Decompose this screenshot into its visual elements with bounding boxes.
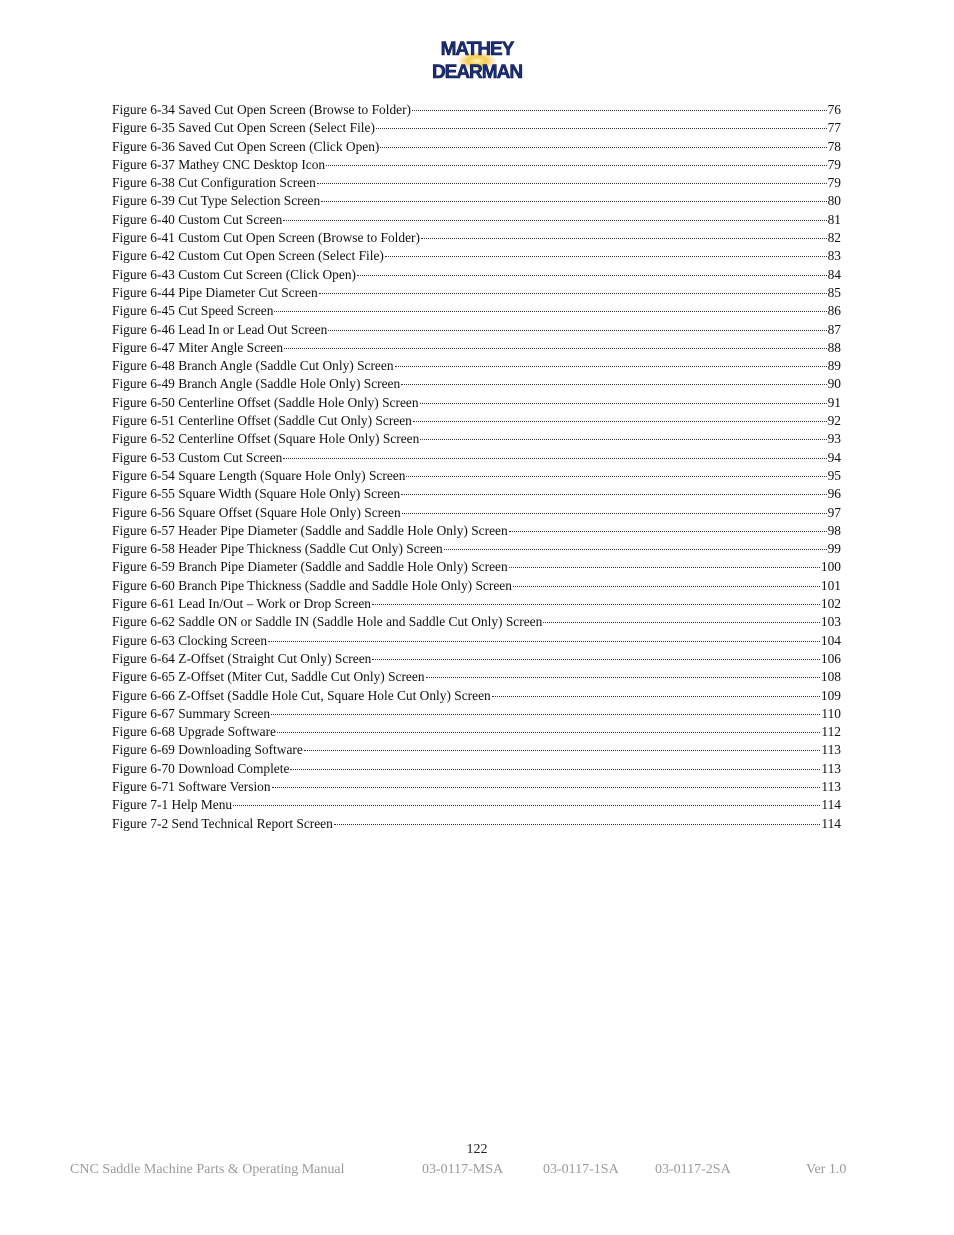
toc-dot-leader [421,238,827,239]
toc-entry[interactable] [112,138,841,156]
toc-dot-leader [326,165,827,166]
toc-entry-page: 79 [827,156,841,172]
toc-entry-title: Figure 6-42 Custom Cut Open Screen (Select File) [112,248,384,264]
toc-entry-page: 106 [820,650,841,666]
toc-entry-title: Figure 7-2 Send Technical Report Screen [112,815,333,831]
toc-dot-leader [357,275,827,276]
toc-entry-page: 104 [820,632,841,648]
toc-entry-title: Figure 6-68 Upgrade Software [112,724,276,740]
toc-entry[interactable] [112,302,841,320]
toc-dot-leader [372,604,820,605]
toc-entry[interactable] [112,796,841,814]
toc-entry-page: 84 [827,266,841,282]
logo-graphic [426,34,528,86]
toc-entry-title: Figure 6-65 Z-Offset (Miter Cut, Saddle Cut Only) Screen [112,669,425,685]
company-logo [426,34,528,86]
toc-entry-page: 76 [827,102,841,117]
toc-entry-title: Figure 6-47 Miter Angle Screen [112,339,284,355]
toc-entry[interactable] [112,229,841,247]
toc-entry[interactable] [112,595,841,613]
toc-entry-page: 98 [827,522,841,538]
toc-entry-title: Figure 6-69 Downloading Software [112,742,303,758]
toc-dot-leader [283,458,826,459]
toc-entry-title: Figure 6-41 Custom Cut Open Screen (Browse to Folder) [112,230,420,246]
toc-entry[interactable] [112,778,841,796]
toc-dot-leader [372,659,820,660]
toc-dot-leader [376,128,827,129]
toc-entry[interactable] [112,101,841,119]
toc-entry[interactable] [112,467,841,485]
toc-entry-title: Figure 6-49 Branch Angle (Saddle Hole Only) Screen [112,376,401,392]
toc-entry-title: Figure 6-39 Cut Type Selection Screen [112,193,321,209]
toc-entry[interactable] [112,558,841,576]
toc-entry-page: 91 [827,394,841,410]
toc-entry-page: 79 [827,175,841,191]
toc-entry-title: Figure 6-70 Download Complete [112,760,290,776]
toc-dot-leader [317,183,827,184]
toc-entry-page: 113 [821,778,841,794]
toc-entry-page: 101 [820,577,841,593]
toc-entry-title: Figure 6-45 Cut Speed Screen [112,303,274,319]
toc-entry-page: 94 [827,449,841,465]
toc-entry-page: 77 [827,120,841,136]
toc-dot-leader [395,366,827,367]
toc-dot-leader [509,531,827,532]
toc-entry-page: 113 [821,742,841,758]
toc-dot-leader [426,677,820,678]
toc-entry-title: Figure 6-55 Square Width (Square Hole Only) Screen [112,486,401,502]
toc-entry[interactable] [112,668,841,686]
svg-text:MATHEY: MATHEY [440,39,514,60]
toc-entry-page: 109 [820,687,841,703]
toc-entry-title: Figure 6-37 Mathey CNC Desktop Icon [112,156,326,172]
toc-entry-page: 108 [820,669,841,685]
toc-entry[interactable] [112,522,841,540]
toc-dot-leader [277,732,820,733]
toc-entry-page: 102 [820,596,841,612]
page-number: 122 [466,1142,488,1157]
list-of-figures [112,101,841,833]
toc-entry-title: Figure 6-58 Header Pipe Thickness (Saddle Cut Only) Screen [112,541,443,557]
toc-entry[interactable] [112,723,841,741]
toc-dot-leader [334,824,821,825]
toc-entry-title: Figure 6-34 Saved Cut Open Screen (Browse to Folder) [112,102,412,117]
toc-dot-leader [543,622,820,623]
toc-dot-leader [513,586,820,587]
toc-entry[interactable] [112,156,841,174]
toc-entry-title: Figure 7-1 Help Menu [112,797,233,813]
toc-dot-leader [406,476,826,477]
toc-entry[interactable] [112,394,841,412]
toc-dot-leader [413,421,827,422]
toc-entry-title: Figure 6-44 Pipe Diameter Cut Screen [112,284,318,300]
toc-entry-title: Figure 6-40 Custom Cut Screen [112,211,283,227]
toc-entry-page: 97 [827,504,841,520]
toc-entry[interactable] [112,613,841,631]
toc-entry-page: 81 [827,211,841,227]
toc-entry[interactable] [112,430,841,448]
toc-entry[interactable] [112,174,841,192]
toc-entry-title: Figure 6-57 Header Pipe Diameter (Saddle and Saddle Hole Only) Screen [112,522,508,538]
toc-dot-leader [268,641,820,642]
toc-entry-page: 80 [827,193,841,209]
toc-dot-leader [401,494,826,495]
toc-entry-title: Figure 6-38 Cut Configuration Screen [112,175,316,191]
toc-dot-leader [444,549,827,550]
toc-entry[interactable] [112,339,841,357]
toc-entry[interactable] [112,485,841,503]
toc-entry-title: Figure 6-67 Summary Screen [112,705,271,721]
toc-entry-title: Figure 6-53 Custom Cut Screen [112,449,283,465]
toc-entry[interactable] [112,632,841,650]
toc-dot-leader [304,750,821,751]
toc-entry[interactable] [112,540,841,558]
toc-entry-title: Figure 6-48 Branch Angle (Saddle Cut Only) Screen [112,358,394,374]
footer-part-number-1sa: 03-0117-1SA [543,1162,619,1177]
toc-entry-page: 103 [820,614,841,630]
toc-entry-title: Figure 6-35 Saved Cut Open Screen (Select File) [112,120,375,136]
toc-dot-leader [319,293,827,294]
toc-dot-leader [328,330,826,331]
toc-entry-title: Figure 6-63 Clocking Screen [112,632,268,648]
toc-entry-page: 78 [827,138,841,154]
toc-entry-page: 85 [827,284,841,300]
toc-entry-title: Figure 6-59 Branch Pipe Diameter (Saddle and Saddle Hole Only) Screen [112,559,508,575]
toc-dot-leader [274,311,826,312]
toc-dot-leader [290,769,820,770]
toc-entry-title: Figure 6-36 Saved Cut Open Screen (Click Open) [112,138,380,154]
toc-entry[interactable] [112,449,841,467]
toc-entry-title: Figure 6-66 Z-Offset (Saddle Hole Cut, Square Hole Cut Only) Screen [112,687,491,703]
toc-entry-page: 96 [827,486,841,502]
toc-entry-page: 93 [827,431,841,447]
toc-entry-title: Figure 6-71 Software Version [112,778,271,794]
footer-version: Ver 1.0 [806,1162,847,1177]
toc-dot-leader [492,696,820,697]
toc-entry-title: Figure 6-52 Centerline Offset (Square Hole Only) Screen [112,431,420,447]
toc-entry-page: 89 [827,358,841,374]
toc-dot-leader [271,714,820,715]
toc-dot-leader [420,439,826,440]
toc-dot-leader [402,513,827,514]
toc-entry[interactable] [112,650,841,668]
svg-text:DEARMAN: DEARMAN [431,62,523,83]
footer-part-number-msa: 03-0117-MSA [422,1162,504,1177]
footer-manual-title: CNC Saddle Machine Parts & Operating Manual [70,1162,345,1177]
toc-entry[interactable] [112,815,841,833]
toc-entry[interactable] [112,504,841,522]
toc-dot-leader [401,384,826,385]
toc-entry-page: 92 [827,413,841,429]
toc-entry[interactable] [112,375,841,393]
toc-entry-title: Figure 6-43 Custom Cut Screen (Click Open) [112,266,356,282]
toc-dot-leader [283,220,826,221]
toc-entry[interactable] [112,119,841,137]
toc-entry-page: 112 [821,724,841,740]
toc-entry[interactable] [112,192,841,210]
footer-part-number-2sa: 03-0117-2SA [655,1162,731,1177]
toc-entry-page: 83 [827,248,841,264]
toc-entry[interactable] [112,760,841,778]
toc-entry-page: 114 [821,815,841,831]
toc-dot-leader [233,805,820,806]
toc-entry-page: 88 [827,339,841,355]
toc-entry[interactable] [112,741,841,759]
toc-entry-title: Figure 6-50 Centerline Offset (Saddle Hole Only) Screen [112,394,419,410]
toc-entry-title: Figure 6-60 Branch Pipe Thickness (Saddle and Saddle Hole Only) Screen [112,577,512,593]
toc-dot-leader [509,567,820,568]
toc-entry[interactable] [112,284,841,302]
toc-entry[interactable] [112,705,841,723]
toc-entry-title: Figure 6-51 Centerline Offset (Saddle Cut Only) Screen [112,413,412,429]
toc-entry-title: Figure 6-56 Square Offset (Square Hole Only) Screen [112,504,401,520]
toc-entry-page: 95 [827,467,841,483]
toc-entry[interactable] [112,577,841,595]
toc-entry[interactable] [112,687,841,705]
toc-entry-page: 90 [827,376,841,392]
toc-dot-leader [272,787,821,788]
toc-dot-leader [412,110,827,111]
toc-entry-page: 113 [821,760,841,776]
toc-dot-leader [385,256,827,257]
toc-entry[interactable] [112,266,841,284]
toc-entry[interactable] [112,247,841,265]
toc-entry[interactable] [112,321,841,339]
toc-entry-page: 87 [827,321,841,337]
toc-entry-title: Figure 6-54 Square Length (Square Hole Only) Screen [112,467,406,483]
toc-dot-leader [284,348,827,349]
toc-dot-leader [420,403,827,404]
toc-entry[interactable] [112,211,841,229]
toc-entry[interactable] [112,357,841,375]
toc-entry-title: Figure 6-61 Lead In/Out – Work or Drop Screen [112,596,371,612]
toc-entry-page: 86 [827,303,841,319]
toc-entry-page: 100 [820,559,841,575]
toc-entry-page: 82 [827,230,841,246]
toc-dot-leader [321,201,826,202]
toc-entry-title: Figure 6-64 Z-Offset (Straight Cut Only) Screen [112,650,372,666]
toc-entry-page: 99 [827,541,841,557]
toc-entry-page: 114 [821,797,841,813]
toc-entry[interactable] [112,412,841,430]
toc-dot-leader [380,147,826,148]
toc-entry-title: Figure 6-62 Saddle ON or Saddle IN (Saddle Hole and Saddle Cut Only) Screen [112,614,543,630]
toc-entry-title: Figure 6-46 Lead In or Lead Out Screen [112,321,328,337]
toc-entry-page: 110 [821,705,841,721]
